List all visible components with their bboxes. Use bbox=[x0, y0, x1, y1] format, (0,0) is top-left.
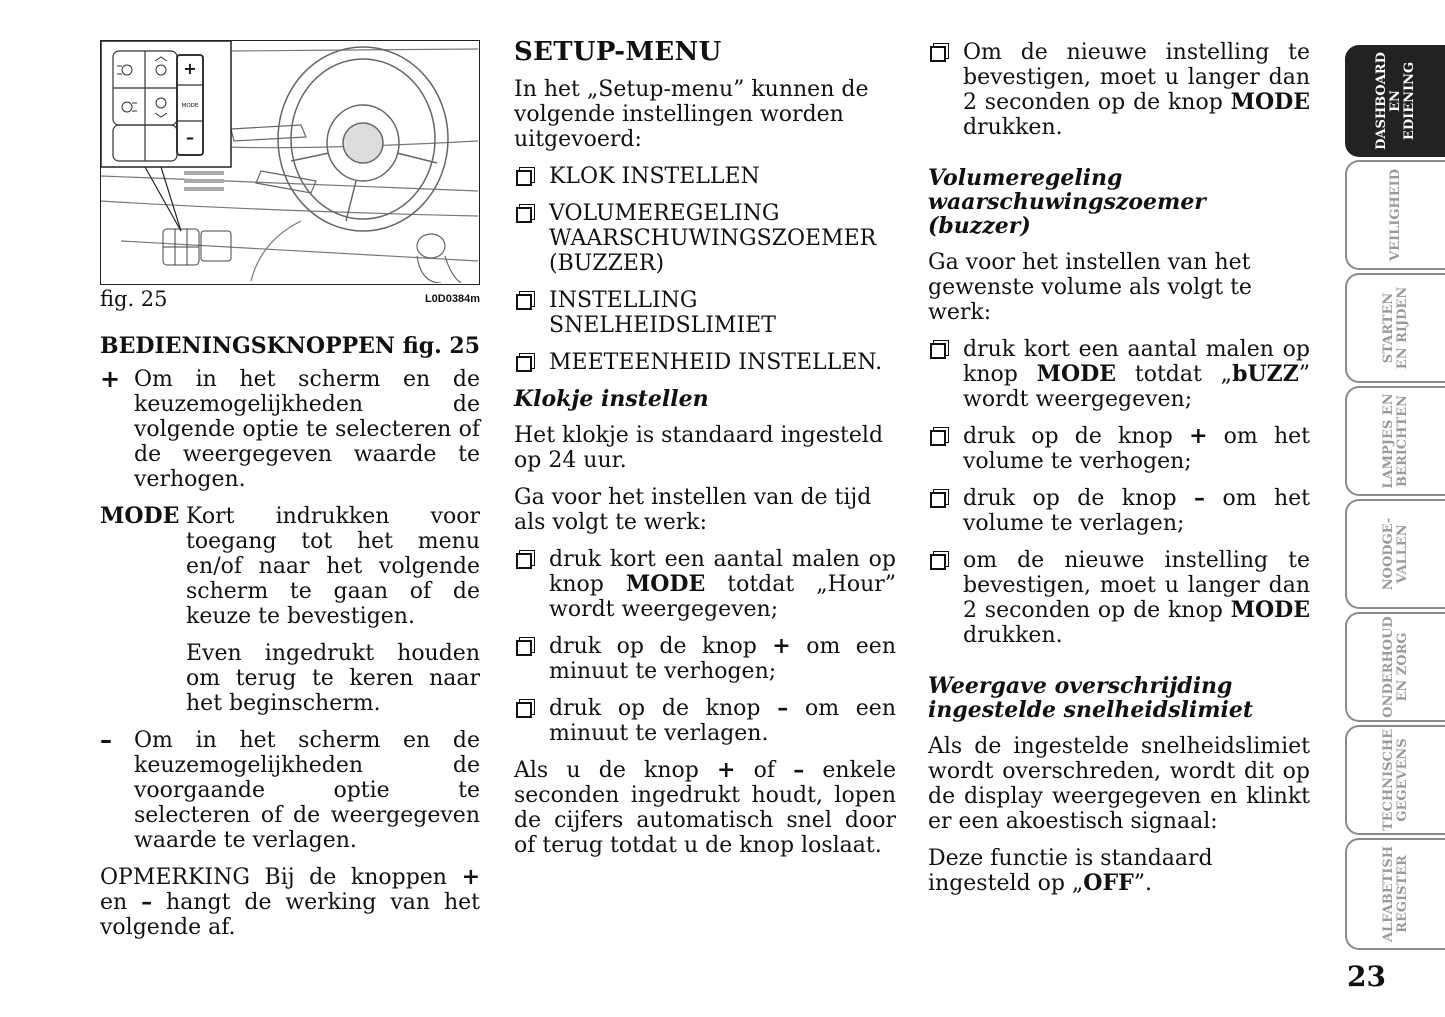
tab-veiligheid[interactable] bbox=[1345, 160, 1445, 270]
figure-caption: fig. 25 bbox=[100, 287, 168, 311]
list-item: druk op de knop – om het volume te verlagen; bbox=[928, 486, 1310, 536]
plus-text: Om in het scherm en de keuzemogelijkheden de volgende optie te selecteren of de weergegeven waarde te verhogen. bbox=[134, 367, 480, 492]
mode-definition bbox=[100, 504, 480, 716]
buzzer-instruction-text: Ga voor het instellen van het gewenste volume als volgt te werk: bbox=[928, 250, 1252, 325]
list-item: om de nieuwe instelling te bevestigen, moet u langer dan 2 seconden op de knop MODE drukken. bbox=[928, 548, 1310, 648]
controls-heading: BEDIENINGSKNOPPEN fig. 25 bbox=[100, 333, 481, 359]
tab-label: LAMPJES EN BERICHTEN bbox=[1381, 393, 1410, 489]
list-item: VOLUMEREGELING WAARSCHUWINGSZOEMER (BUZZER) bbox=[514, 201, 896, 276]
clock-steps-list bbox=[514, 547, 896, 746]
tab-label: VEILIGHEID bbox=[1388, 169, 1403, 261]
list-item: druk op de knop – om een minuut te verlagen. bbox=[514, 696, 896, 746]
tab-lampjes[interactable] bbox=[1345, 386, 1445, 496]
minus-symbol: – bbox=[100, 726, 112, 754]
list-item: druk kort een aantal malen op knop MODE totdat „bUZZ” wordt weergegeven; bbox=[928, 337, 1310, 412]
tab-label: DASHBOARD EN EDIENING bbox=[1374, 52, 1417, 150]
mode-symbol: MODE bbox=[100, 503, 180, 529]
list-item: MEETEENHEID INSTELLEN. bbox=[514, 350, 896, 375]
confirm-list bbox=[928, 40, 1310, 140]
figure-minus-label: – bbox=[186, 128, 194, 147]
setup-menu-title: SETUP-MENU bbox=[514, 37, 722, 67]
list-item: INSTELLING SNELHEIDSLIMIET bbox=[514, 288, 896, 338]
list-item: Om de nieuwe instelling te bevestigen, moet u langer dan 2 seconden op de knop MODE drukken. bbox=[928, 40, 1310, 140]
clock-hold-text: Als u de knop + of – enkele seconden ingedrukt houdt, lopen de cijfers automatisch snel door of terug totdat u de knop loslaat. bbox=[514, 757, 896, 858]
setup-options-list bbox=[514, 164, 896, 375]
column-1 bbox=[100, 40, 480, 952]
figure-code: L0D0384m bbox=[424, 293, 480, 305]
clock-subheading: Klokje instellen bbox=[514, 386, 709, 412]
figure-caption-row bbox=[100, 287, 480, 312]
dashboard-illustration bbox=[101, 41, 478, 283]
tab-onderhoud[interactable] bbox=[1345, 612, 1445, 722]
setup-intro: In het „Setup-menu” kunnen de volgende instellingen worden uitgevoerd: bbox=[514, 77, 869, 152]
mode-text-short: Kort indrukken voor toegang tot het menu en/of naar het volgende scherm te gaan of de keuze te bevestigen. bbox=[186, 504, 480, 629]
plus-symbol: + bbox=[100, 365, 121, 393]
speedlimit-subheading: Weergave overschrijding ingestelde snelheidslimiet bbox=[928, 673, 1254, 723]
dashboard-figure bbox=[100, 40, 480, 285]
note-paragraph: OPMERKING Bij de knoppen + en – hangt de werking van het volgende af. bbox=[100, 864, 480, 940]
buzzer-steps-list bbox=[928, 337, 1310, 648]
page-number: 23 bbox=[1347, 960, 1386, 993]
minus-text: Om in het scherm en de keuzemogelijkheden de voorgaande optie te selecteren of de weergegeven waarde te verlagen. bbox=[134, 728, 480, 853]
column-3 bbox=[928, 40, 1310, 908]
tab-label: STARTEN EN RIJDEN bbox=[1381, 286, 1410, 370]
tab-dashboard[interactable] bbox=[1345, 45, 1445, 157]
tab-label: TECHNISCHE GEGEVENS bbox=[1381, 728, 1410, 832]
tab-label: ALFABETISH REGISTER bbox=[1381, 845, 1410, 943]
list-item: druk kort een aantal malen op knop MODE totdat „Hour” wordt weergegeven; bbox=[514, 547, 896, 622]
plus-definition bbox=[100, 367, 480, 492]
clock-default-text: Het klokje is standaard ingesteld op 24 uur. bbox=[514, 423, 884, 473]
tab-label: ONDERHOUD EN ZORG bbox=[1381, 616, 1410, 718]
figure-plus-label: + bbox=[183, 59, 197, 78]
speedlimit-default-text: Deze functie is standaard ingesteld op „OFF”. bbox=[928, 846, 1213, 896]
speedlimit-text: Als de ingestelde snelheidslimiet wordt overschreden, wordt dit op de display weergegeven en klinkt er een akoestisch signaal: bbox=[928, 734, 1310, 834]
tab-label: NOODGE- VALLEN bbox=[1381, 517, 1410, 591]
tab-register[interactable] bbox=[1345, 838, 1445, 950]
buzzer-subheading: Volumeregeling waarschuwingszoemer (buzzer) bbox=[928, 165, 1206, 239]
clock-instruction-text: Ga voor het instellen van de tijd als volgt te werk: bbox=[514, 485, 872, 535]
mode-body bbox=[186, 504, 480, 716]
figure-mode-label: MODE bbox=[181, 103, 199, 109]
tab-starten[interactable] bbox=[1345, 273, 1445, 383]
list-item: druk op de knop + om het volume te verhogen; bbox=[928, 424, 1310, 474]
mode-text-long: Even ingedrukt houden om terug te keren naar het beginscherm. bbox=[186, 641, 480, 716]
tab-technische[interactable] bbox=[1345, 725, 1445, 835]
column-2 bbox=[514, 37, 897, 870]
tab-noodgevallen[interactable] bbox=[1345, 499, 1445, 609]
list-item: KLOK INSTELLEN bbox=[514, 164, 896, 189]
list-item: druk op de knop + om een minuut te verhogen; bbox=[514, 634, 896, 684]
minus-definition bbox=[100, 728, 480, 853]
